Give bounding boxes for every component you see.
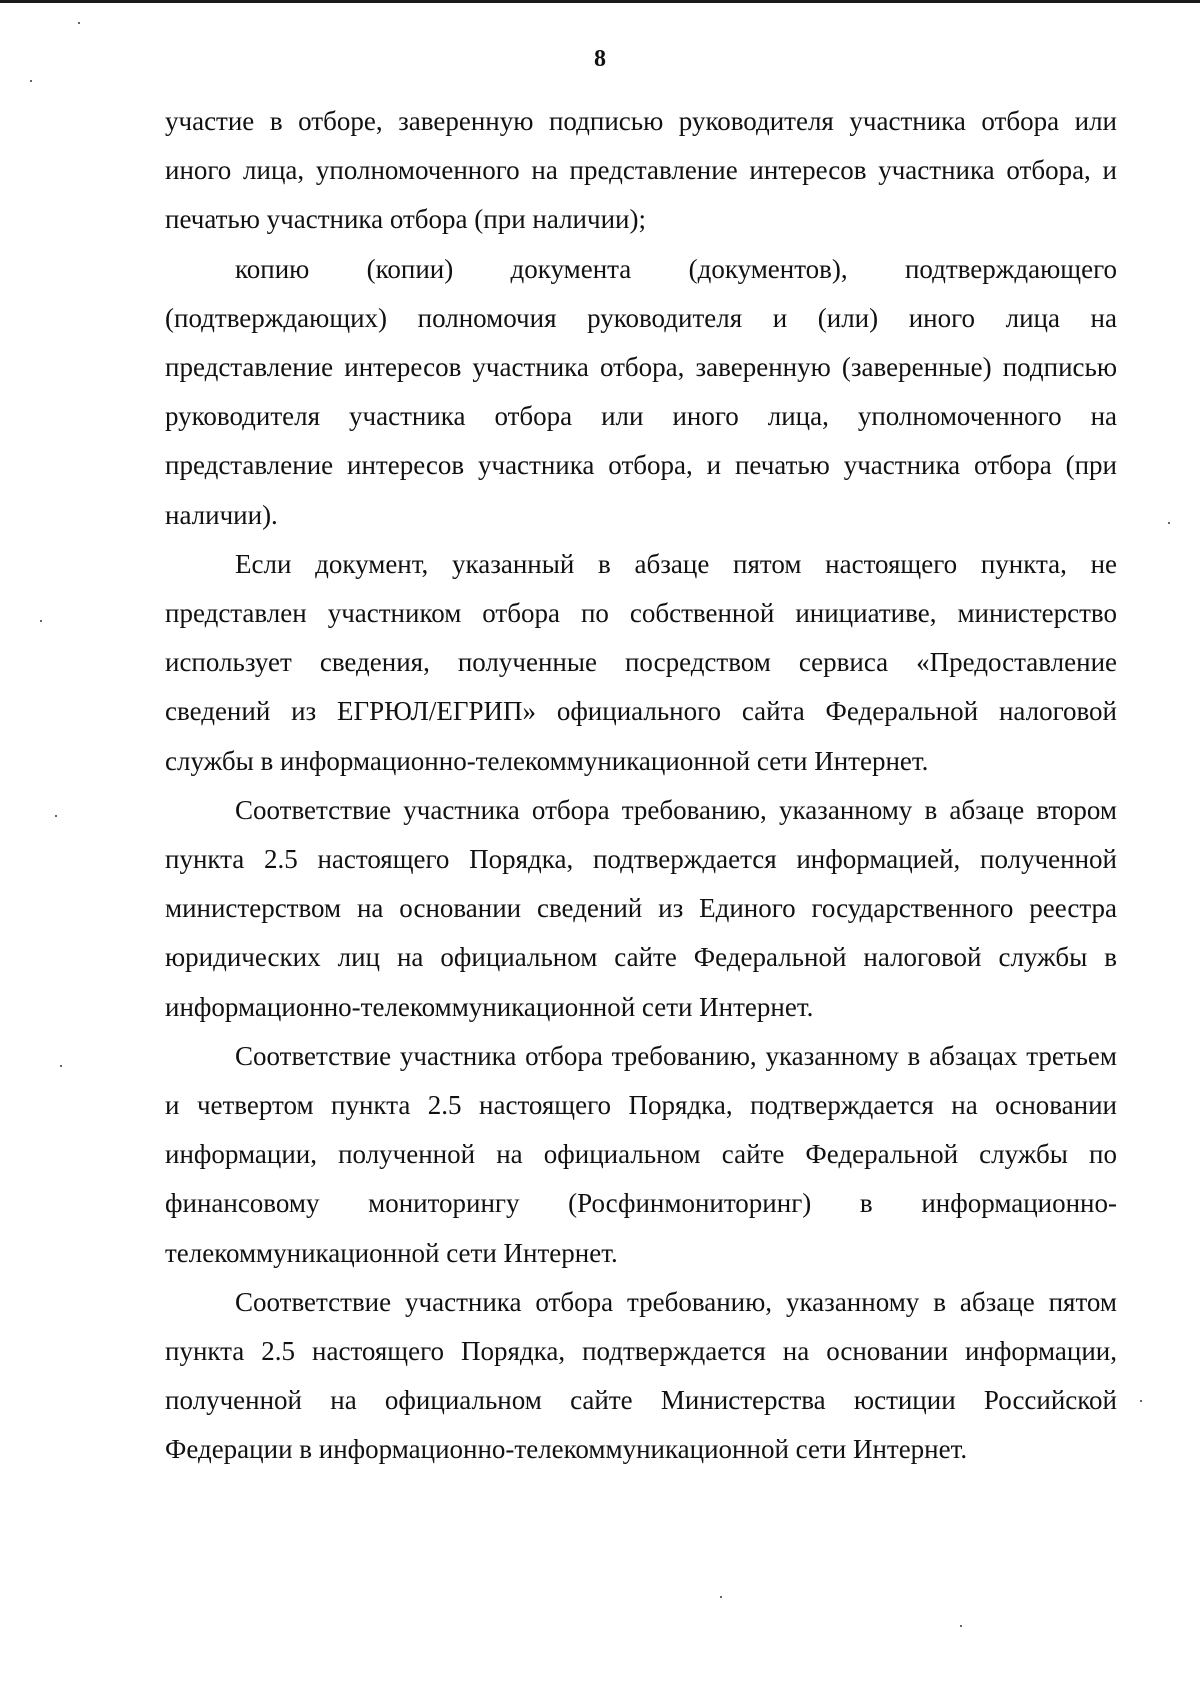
scan-speck xyxy=(960,1625,962,1627)
scan-speck xyxy=(55,815,57,817)
paragraph-requirement-fifth: Соответствие участника отбора требованию, указанному в абзаце пятом пункта 2.5 настоящего Порядка, подтверждается на основании информации, полученной на официальном сайте Министерства юстиции Российской Федерации в информационно-телекоммуникационной сети Интернет. xyxy=(165,1286,1117,1465)
paragraph-egrul-egrip: Если документ, указанный в абзаце пятом настоящего пункта, не представлен участником отбора по собственной инициативе, министерство использует сведения, полученные посредством сервиса «Предоставление сведений из ЕГРЮЛ/ЕГРИП» официального сайта Федеральной налоговой службы в информационно-телекоммуникационной сети Интернет. xyxy=(165,548,1117,776)
paragraph-continuation: участие в отборе, заверенную подписью руководителя участника отбора или иного лица, уполномоченного на представление интересов участника отбора, и печатью участника отбора (при наличии); xyxy=(165,106,1117,235)
scan-speck xyxy=(1140,1400,1142,1402)
paragraph-copy-documents: копию (копии) документа (документов), подтверждающего (подтверждающих) полномочия руководителя и (или) иного лица на представление интересов участника отбора, заверенную (заверенные) подписью руководителя участника отбора или иного лица, уполномоченного на представление интересов участника отбора, и печатью участника отбора (при наличии). xyxy=(165,253,1117,530)
document-body xyxy=(165,97,1117,1475)
page-number: 8 xyxy=(594,46,606,72)
paragraph-requirement-third-fourth: Соответствие участника отбора требованию, указанному в абзацах третьем и четвертом пункта 2.5 настоящего Порядка, подтверждается на основании информации, полученной на официальном сайте Федеральной службы по финансовому мониторингу (Росфинмониторинг) в информационно-телекоммуникационной сети Интернет. xyxy=(165,1040,1117,1268)
scan-speck xyxy=(30,80,32,82)
scan-speck xyxy=(78,22,80,24)
scan-speck xyxy=(720,1596,722,1598)
paragraph-requirement-second: Соответствие участника отбора требованию, указанному в абзаце втором пункта 2.5 настоящего Порядка, подтверждается информацией, полученной министерством на основании сведений из Единого государственного реестра юридических лиц на официальном сайте Федеральной налоговой службы в информационно-телекоммуникационной сети Интернет. xyxy=(165,794,1117,1022)
scan-speck xyxy=(1168,522,1170,524)
scan-speck xyxy=(40,620,42,622)
scan-speck xyxy=(60,1065,62,1067)
top-scan-border xyxy=(0,0,1200,3)
